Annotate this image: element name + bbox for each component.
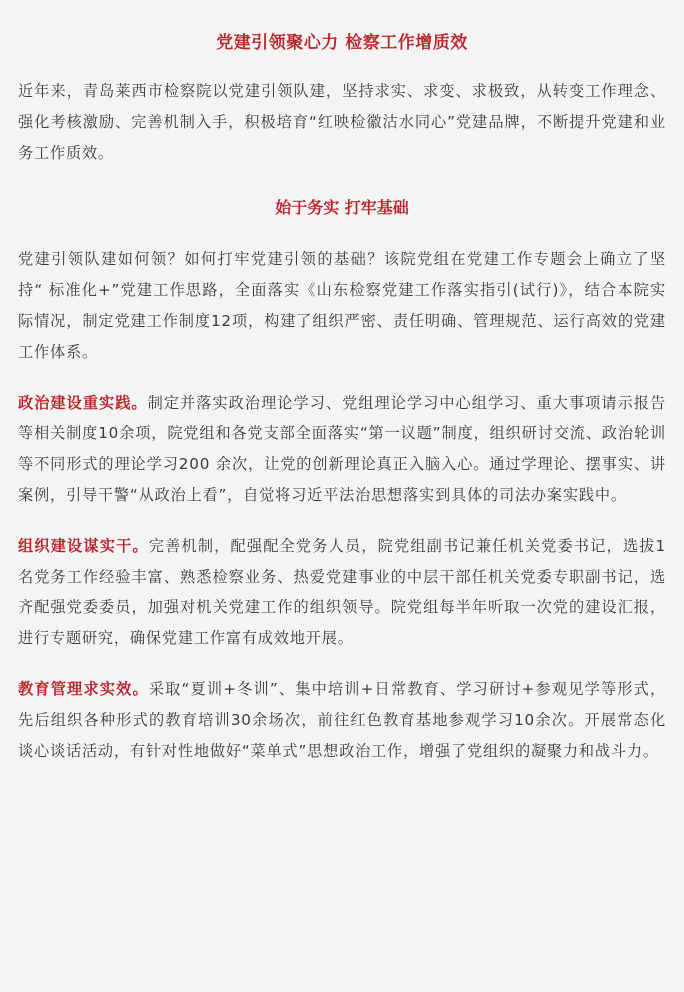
point-body: 采取“夏训+冬训”、集中培训+日常教育、学习研讨+参观见学等形式，先后组织各种形式的教育培训30余场次，前往红色教育基地参观学习10余次。开展常态化谈心谈话活动，有针对性地做好“菜单式”思想政治工作，增强了党组织的凝聚力和战斗力。 — [18, 679, 666, 760]
section-paragraph: 党建引领队建如何领？如何打牢党建引领的基础？该院党组在党建工作专题会上确立了坚持“ 标准化+”党建工作思路，全面落实《山东检察党建工作落实指引(试行)》，结合本院实际情况，制定党建工作制度12项，构建了组织严密、责任明确、管理规范、运行高效的党建工作体系。 — [18, 250, 666, 361]
point-body: 完善机制，配强配全党务人员，院党组副书记兼任机关党委书记，选拔1 名党务工作经验丰富、熟悉检察业务、热爱党建事业的中层干部任机关党委专职副书记，选齐配强党委委员，加强对机关党建工作的组织领导。院党组每半年听取一次党的建设汇报，进行专题研究，确保党建工作富有成效地开展。 — [18, 536, 666, 648]
point-paragraph-political — [18, 388, 666, 511]
article-title: 党建引领聚心力 检察工作增质效 — [216, 33, 468, 53]
point-lead: 教育管理求实效。 — [18, 679, 149, 698]
point-lead: 组织建设谋实干。 — [18, 536, 149, 555]
point-paragraph-organization — [18, 531, 666, 654]
point-lead: 政治建设重实践。 — [18, 393, 148, 412]
point-body: 制定并落实政治理论学习、党组理论学习中心组学习、重大事项请示报告等相关制度10余项，院党组和各党支部全面落实“第一议题”制度，组织研讨交流、政治轮训等不同形式的理论学习200 余次，让党的创新理论真正入脑入心。通过学理论、摆事实、讲案例，引导干警“从政治上看”，自觉将习近平法治思想落实到具体的司法办案实践中。 — [18, 393, 666, 504]
intro-paragraph: 近年来，青岛莱西市检察院以党建引领队建，坚持求实、求变、求极致，从转变工作理念、强化考核激励、完善机制入手，积极培育“红映检徽沽水同心”党建品牌，不断提升党建和业务工作质效。 — [18, 82, 666, 162]
article — [0, 26, 684, 992]
section-heading: 始于务实 打牢基础 — [275, 198, 409, 218]
point-paragraph-education — [18, 674, 666, 766]
